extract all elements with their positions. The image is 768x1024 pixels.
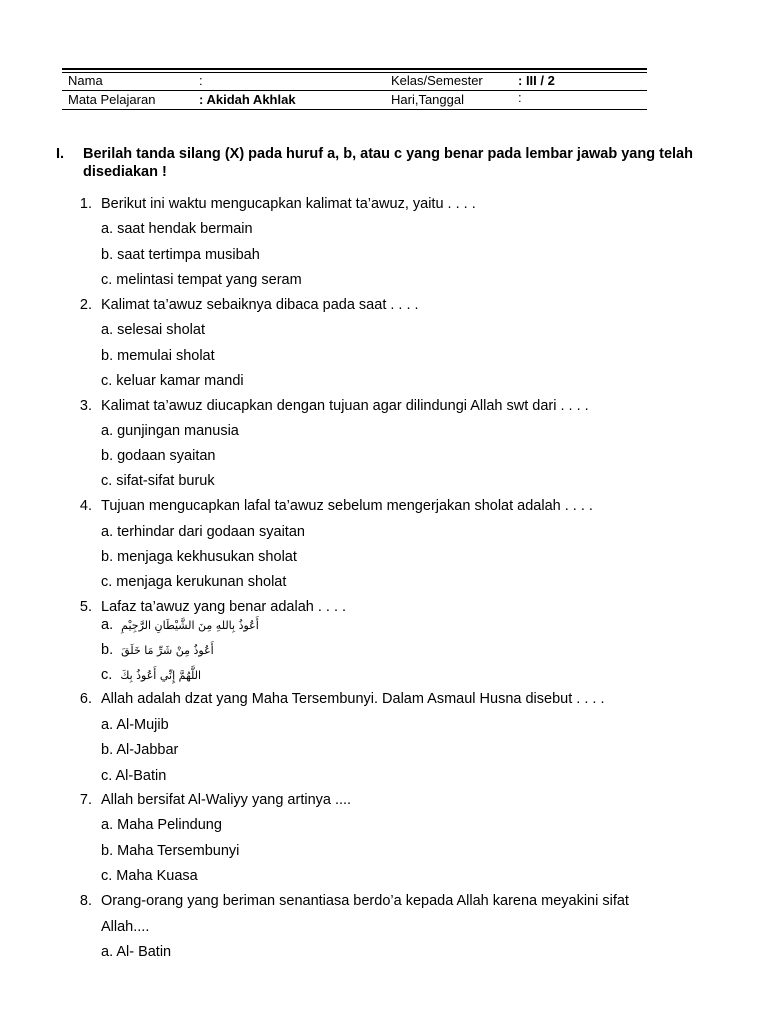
hari-label: Hari,Tanggal bbox=[391, 92, 464, 107]
kelas-value: : III / 2 bbox=[518, 73, 555, 88]
question-number: 2. bbox=[79, 297, 92, 313]
option-2c: c. keluar kamar mandi bbox=[101, 373, 244, 389]
option-1b: b. saat tertimpa musibah bbox=[101, 247, 260, 263]
question-number: 8. bbox=[79, 893, 92, 909]
option-4c: c. menjaga kerukunan sholat bbox=[101, 574, 287, 590]
question-text: Lafaz ta’awuz yang benar adalah . . . . bbox=[101, 599, 347, 615]
question-number: 3. bbox=[79, 398, 92, 414]
question-number: 5. bbox=[79, 599, 92, 615]
header-top-rule bbox=[62, 68, 647, 70]
option-5c bbox=[101, 666, 201, 685]
header-top-rule-thin bbox=[62, 72, 647, 73]
option-6a: a. Al-Mujib bbox=[101, 717, 169, 733]
option-3b: b. godaan syaitan bbox=[101, 448, 216, 464]
option-7c: c. Maha Kuasa bbox=[101, 868, 198, 884]
kelas-label: Kelas/Semester bbox=[391, 73, 483, 88]
section-instruction: Berilah tanda silang (X) pada huruf a, b, atau c yang benar pada lembar jawab yang telah disediakan ! bbox=[83, 146, 693, 180]
header-middle-rule bbox=[62, 90, 647, 91]
option-3a: a. gunjingan manusia bbox=[101, 423, 239, 439]
header-bottom-rule bbox=[62, 109, 647, 110]
question-number: 6. bbox=[79, 691, 92, 707]
section-number: I. bbox=[56, 146, 65, 162]
option-1c: c. melintasi tempat yang seram bbox=[101, 272, 302, 288]
question-text: Kalimat ta’awuz sebaiknya dibaca pada saat . . . . bbox=[101, 297, 419, 313]
question-text: Orang-orang yang beriman senantiasa berdo’a kepada Allah karena meyakini sifat bbox=[101, 893, 629, 909]
option-8a: a. Al- Batin bbox=[101, 944, 172, 960]
question-text: Berikut ini waktu mengucapkan kalimat ta’awuz, yaitu . . . . bbox=[101, 196, 476, 212]
option-5b bbox=[101, 641, 214, 660]
option-6b: b. Al-Jabbar bbox=[101, 742, 179, 758]
question-text: Allah bersifat Al-Waliyy yang artinya .... bbox=[101, 792, 352, 808]
option-2b: b. memulai sholat bbox=[101, 348, 215, 364]
option-letter: b. bbox=[101, 642, 114, 658]
arabic-text: اللَّهُمَّ إِنِّي أَعُوذُ بِكَ bbox=[120, 669, 202, 682]
option-5a bbox=[101, 616, 259, 635]
nama-value: : bbox=[199, 73, 203, 88]
option-2a: a. selesai sholat bbox=[101, 322, 205, 338]
option-7a: a. Maha Pelindung bbox=[101, 817, 222, 833]
question-number: 1. bbox=[79, 196, 92, 212]
option-6c: c. Al-Batin bbox=[101, 768, 167, 784]
question-text: Allah adalah dzat yang Maha Tersembunyi. Dalam Asmaul Husna disebut . . . . bbox=[101, 691, 605, 707]
option-7b: b. Maha Tersembunyi bbox=[101, 843, 240, 859]
question-8-continued: Allah.... bbox=[101, 919, 150, 935]
option-1a: a. saat hendak bermain bbox=[101, 221, 253, 237]
question-number: 7. bbox=[79, 792, 92, 808]
question-text: Tujuan mengucapkan lafal ta’awuz sebelum mengerjakan sholat adalah . . . . bbox=[101, 498, 593, 514]
arabic-text: أَعُوذُ مِنْ شَرِّ مَا خَلَقَ bbox=[121, 644, 214, 657]
hari-value: : bbox=[518, 90, 522, 105]
option-3c: c. sifat-sifat buruk bbox=[101, 473, 215, 489]
option-letter: c. bbox=[101, 667, 113, 683]
mapel-value: : Akidah Akhlak bbox=[199, 92, 296, 107]
option-4b: b. menjaga kekhusukan sholat bbox=[101, 549, 297, 565]
nama-label: Nama bbox=[68, 73, 103, 88]
option-4a: a. terhindar dari godaan syaitan bbox=[101, 524, 305, 540]
question-text: Kalimat ta’awuz diucapkan dengan tujuan agar dilindungi Allah swt dari . . . . bbox=[101, 398, 589, 414]
mapel-label: Mata Pelajaran bbox=[68, 92, 156, 107]
option-letter: a. bbox=[101, 617, 114, 633]
arabic-text: أَعُوذُ بِاللهِ مِنَ الشَّيْطَانِ الرَّجِيْمِ bbox=[121, 619, 259, 632]
question-number: 4. bbox=[79, 498, 92, 514]
